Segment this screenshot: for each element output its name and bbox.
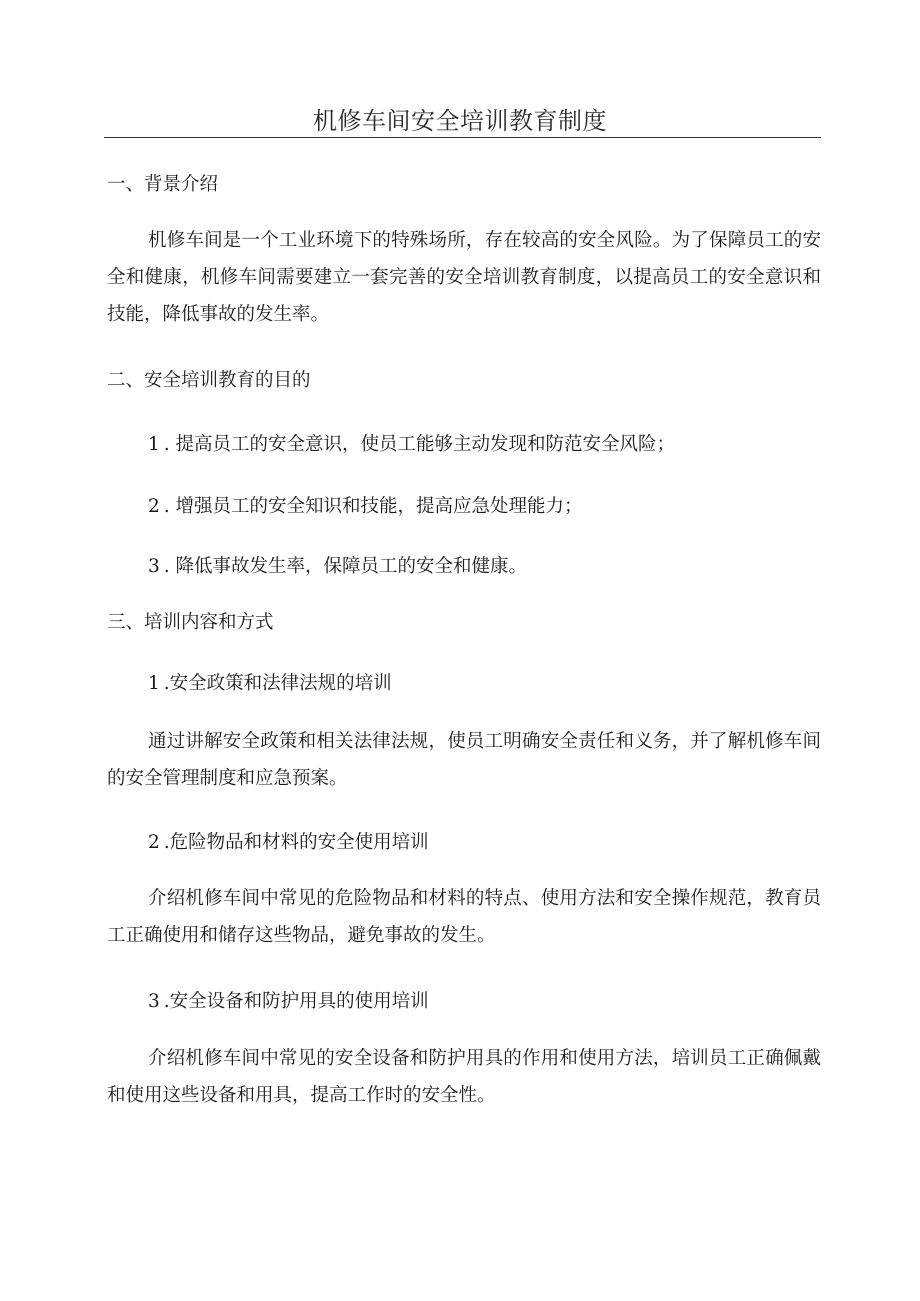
subsection-title bbox=[148, 824, 818, 861]
list-item-text: . 增强员工的安全知识和技能，提高应急处理能力； bbox=[163, 496, 583, 517]
section-heading-training: 三、培训内容和方式 bbox=[107, 612, 274, 633]
document-title: 机修车间安全培训教育制度 bbox=[313, 107, 607, 135]
list-item-text: . 提高员工的安全意识，使员工能够主动发现和防范安全风险； bbox=[163, 434, 676, 455]
subsection-title-text: .危险物品和材料的安全使用培训 bbox=[163, 832, 429, 853]
subsection-paragraph: 介绍机修车间中常见的安全设备和防护用具的作用和使用方法，培训员工正确佩戴和使用这些设备和用具，提高工作时的安全性。 bbox=[107, 1048, 821, 1106]
subsection-paragraph: 介绍机修车间中常见的危险物品和材料的特点、使用方法和安全操作规范，教育员工正确使用和储存这些物品，避免事故的发生。 bbox=[107, 888, 821, 946]
list-item bbox=[148, 488, 818, 525]
subsection-title bbox=[148, 983, 818, 1020]
subsection-number: 1 bbox=[148, 673, 160, 694]
subsection-title-text: .安全设备和防护用具的使用培训 bbox=[163, 991, 429, 1012]
subsection-number: 2 bbox=[148, 832, 160, 853]
list-item-text: . 降低事故发生率，保障员工的安全和健康。 bbox=[163, 556, 528, 577]
list-item-number: 3 bbox=[148, 556, 160, 577]
subsection-title-text: .安全政策和法律法规的培训 bbox=[163, 673, 392, 694]
list-item bbox=[148, 548, 818, 585]
section-heading-purpose: 二、安全培训教育的目的 bbox=[107, 370, 311, 391]
list-item bbox=[148, 426, 818, 463]
section-heading-background: 一、背景介绍 bbox=[107, 174, 219, 195]
title-underline bbox=[104, 137, 821, 138]
list-item-number: 1 bbox=[148, 434, 160, 455]
list-item-number: 2 bbox=[148, 496, 160, 517]
subsection-number: 3 bbox=[148, 991, 160, 1012]
subsection-title bbox=[148, 665, 818, 702]
subsection-paragraph: 通过讲解安全政策和相关法律法规，使员工明确安全责任和义务，并了解机修车间的安全管理制度和应急预案。 bbox=[107, 731, 821, 789]
section-paragraph-background: 机修车间是一个工业环境下的特殊场所，存在较高的安全风险。为了保障员工的安全和健康，机修车间需要建立一套完善的安全培训教育制度，以提高员工的安全意识和技能，降低事故的发生率。 bbox=[107, 230, 821, 325]
